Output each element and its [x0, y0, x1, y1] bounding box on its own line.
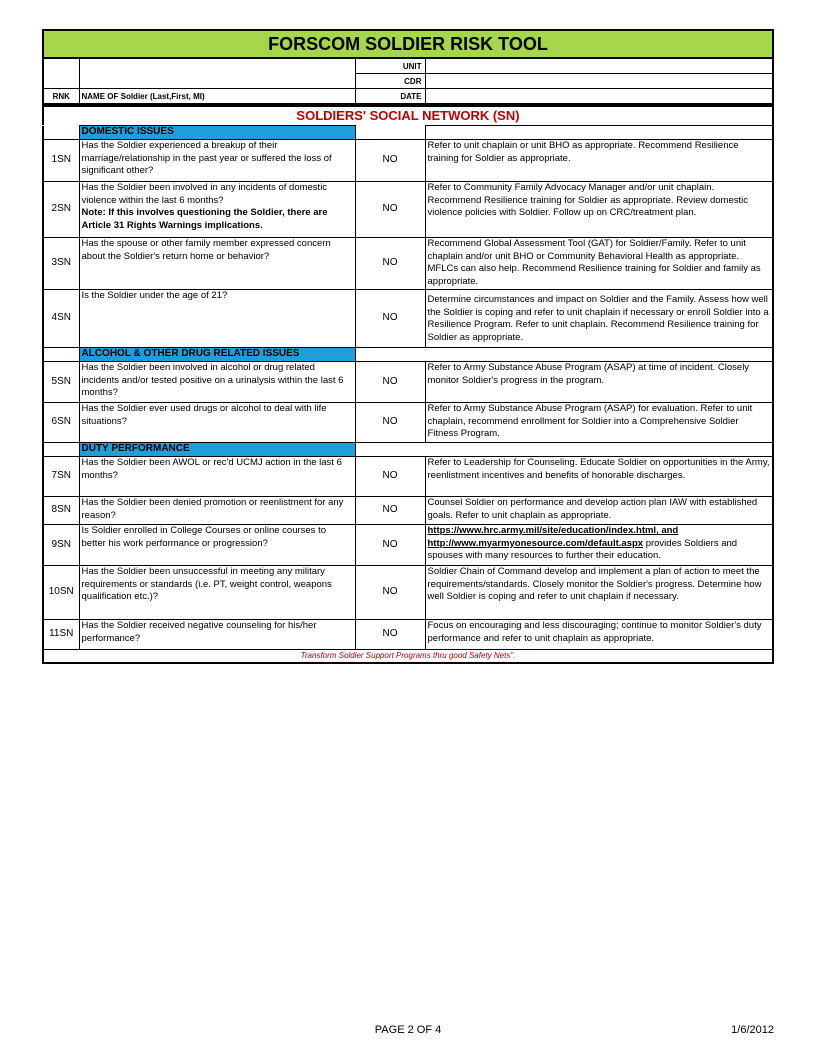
questions-table: [42, 125, 774, 650]
row-code: 2SN: [43, 182, 79, 238]
question-row-9sn: [43, 525, 773, 566]
unit-label: UNIT: [355, 59, 425, 74]
recommendation-text: provides Soldiers and spouses with many resources to further their education.: [427, 537, 738, 561]
question-row-3sn: [43, 238, 773, 290]
question-row-1sn: [43, 140, 773, 182]
risk-tool-sheet: [42, 29, 774, 664]
question-text: Is Soldier enrolled in College Courses or online courses to better his work performance or progression?: [79, 525, 355, 566]
recommendation-text: Soldier Chain of Command develop and implement a plan of action to meet the requirements/standards. Closely monitor the Soldier's progress. Determine how well Soldier is coping and refer to unit chaplain if necessary.: [425, 566, 773, 620]
question-row-4sn: [43, 290, 773, 348]
question-text: Has the Soldier been denied promotion or reenlistment for any reason?: [79, 497, 355, 525]
footer-note: Transform Soldier Support Programs thru good Safety Nets".: [42, 650, 774, 664]
question-row-10sn: [43, 566, 773, 620]
row-code: 6SN: [43, 403, 79, 443]
question-row-2sn: [43, 182, 773, 238]
recommendation-text: Refer to Army Substance Abuse Program (ASAP) for evaluation. Refer to unit chaplain, recommend enrollment for Soldier into a Comprehensive Soldier Fitness Program.: [425, 403, 773, 443]
row-code: 4SN: [43, 290, 79, 348]
category-alcohol-drug: ALCOHOL & OTHER DRUG RELATED ISSUES: [79, 348, 355, 362]
question-row-5sn: [43, 362, 773, 403]
rnk-label: RNK: [43, 89, 79, 104]
recommendation-text: Refer to Community Family Advocacy Manager and/or unit chaplain. Recommend Resilience training for Soldier as appropriate. Review domestic violence policies with Soldier. Follow up on CRC/treatment plan.: [425, 182, 773, 238]
answer-select[interactable]: NO: [355, 362, 425, 403]
question-row-8sn: [43, 497, 773, 525]
date-label: DATE: [355, 89, 425, 104]
recommendation-text: Determine circumstances and impact on Soldier and the Family. Assess how well the Soldier is coping and refer to unit chaplain if necessary or enroll Soldier into a Resilience Program. Refer to unit chaplain. Recommend Resilience training for Soldier as appropriate.: [425, 290, 773, 348]
print-date: 1/6/2012: [731, 1024, 774, 1036]
answer-select[interactable]: NO: [355, 566, 425, 620]
row-code: 10SN: [43, 566, 79, 620]
armyonesource-link[interactable]: http://www.myarmyonesource.com/default.aspx: [427, 537, 644, 549]
education-link[interactable]: https://www.hrc.army.mil/site/education/index.html, and: [427, 525, 679, 536]
row-code: 11SN: [43, 620, 79, 650]
answer-select[interactable]: NO: [355, 525, 425, 566]
answer-select[interactable]: NO: [355, 403, 425, 443]
unit-field[interactable]: [425, 59, 773, 74]
answer-select[interactable]: NO: [355, 620, 425, 650]
answer-select[interactable]: NO: [355, 457, 425, 497]
row-code: 8SN: [43, 497, 79, 525]
answer-select[interactable]: NO: [355, 497, 425, 525]
answer-select[interactable]: NO: [355, 140, 425, 182]
question-row-7sn: [43, 457, 773, 497]
date-field[interactable]: [425, 89, 773, 104]
question-row-11sn: [43, 620, 773, 650]
answer-select[interactable]: NO: [355, 238, 425, 290]
question-text: Has the Soldier been unsuccessful in meeting any military requirements or standards (i.e. PT, weight control, weapons qualification etc.)?: [79, 566, 355, 620]
name-label: NAME OF Soldier (Last,First, MI): [79, 89, 355, 104]
question-text: Has the Soldier been AWOL or rec'd UCMJ action in the last 6 months?: [79, 457, 355, 497]
header-table: [42, 58, 774, 104]
category-duty-performance: DUTY PERFORMANCE: [79, 443, 355, 457]
cdr-label: CDR: [355, 74, 425, 89]
recommendation-text: Refer to Army Substance Abuse Program (ASAP) at time of incident. Closely monitor Soldier's progress in the program.: [425, 362, 773, 403]
name-field[interactable]: [79, 59, 355, 89]
row-code: 9SN: [43, 525, 79, 566]
recommendation-text: Focus on encouraging and less discouraging; continue to monitor Soldier's duty performance and refer to unit chaplain as appropriate.: [425, 620, 773, 650]
answer-select[interactable]: NO: [355, 290, 425, 348]
answer-select[interactable]: NO: [355, 182, 425, 238]
recommendation-text: Refer to Leadership for Counseling. Educate Soldier on opportunities in the Army, reenlistment incentives and benefits of honorable discharges.: [425, 457, 773, 497]
form-title: FORSCOM SOLDIER RISK TOOL: [42, 29, 774, 58]
section-title: SOLDIERS' SOCIAL NETWORK (SN): [42, 104, 774, 125]
rank-field[interactable]: [43, 59, 79, 89]
question-text: Has the Soldier received negative counseling for his/her performance?: [79, 620, 355, 650]
question-text: Is the Soldier under the age of 21?: [79, 290, 355, 348]
question-text: Has the spouse or other family member expressed concern about the Soldier's return home or behavior?: [79, 238, 355, 290]
question-text: Has the Soldier experienced a breakup of their marriage/relationship in the past year or suffered the loss of significant other?: [79, 140, 355, 182]
question-text: Has the Soldier been involved in any incidents of domestic violence within the last 6 months?: [81, 182, 328, 206]
row-code: 1SN: [43, 140, 79, 182]
category-domestic-issues: DOMESTIC ISSUES: [79, 126, 355, 140]
recommendation-text: Recommend Global Assessment Tool (GAT) for Soldier/Family. Refer to unit chaplain and/or unit BHO or Community Behavioral Health as appropriate. MFLCs can also help. Recommend Resilience training for Soldier and family as appropriate.: [425, 238, 773, 290]
recommendation-text: Refer to unit chaplain or unit BHO as appropriate. Recommend Resilience training for Soldier as appropriate.: [425, 140, 773, 182]
row-code: 7SN: [43, 457, 79, 497]
cdr-field[interactable]: [425, 74, 773, 89]
row-code: 5SN: [43, 362, 79, 403]
question-row-6sn: [43, 403, 773, 443]
row-code: 3SN: [43, 238, 79, 290]
question-note: Note: If this involves questioning the Soldier, there are Article 31 Rights Warnings implications.: [81, 207, 328, 231]
question-text: Has the Soldier been involved in alcohol or drug related incidents and/or tested positive on a urinalysis within the last 6 months?: [79, 362, 355, 403]
recommendation-text: Counsel Soldier on performance and develop action plan IAW with established goals. Refer to unit chaplain as appropriate.: [425, 497, 773, 525]
page-number: PAGE 2 OF 4: [374, 1024, 442, 1036]
question-text: Has the Soldier ever used drugs or alcohol to deal with life situations?: [79, 403, 355, 443]
